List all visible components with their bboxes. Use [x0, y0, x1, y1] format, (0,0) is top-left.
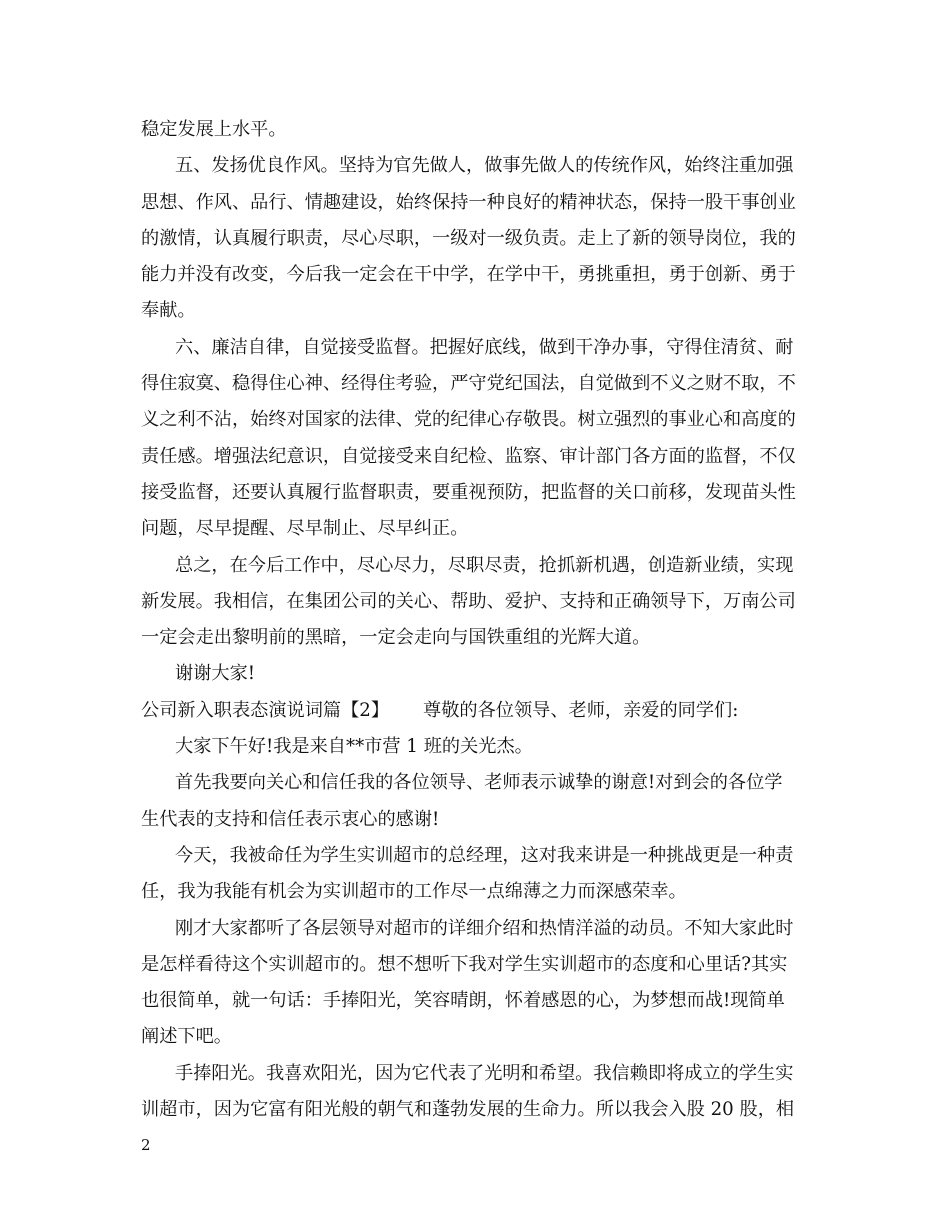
text-line: 生代表的支持和信任表示衷心的感谢!: [141, 808, 440, 830]
text-line: 新发展。我相信，在集团公司的关心、帮助、爱护、支持和正确领导下，万南公司: [141, 590, 796, 612]
text-line: 任，我为我能有机会为实训超市的工作尽一点绵薄之力而深感荣幸。: [141, 881, 687, 903]
text-line: 奉献。: [141, 300, 196, 322]
text-line: 训超市，因为它富有阳光般的朝气和蓬勃发展的生命力。所以我会入股 20 股，相: [141, 1099, 795, 1121]
text-line: 稳定发展上水平。: [141, 119, 287, 140]
text-line: 也很简单，就一句话：手捧阳光，笑容晴朗，怀着感恩的心，为梦想而战!现简单: [141, 990, 785, 1012]
text-line: 能力并没有改变，今后我一定会在干中学，在学中干，勇挑重担，勇于创新、勇于: [141, 264, 796, 286]
greeting-text: 尊敬的各位领导、老师，亲爱的同学们:: [423, 699, 739, 721]
text-line: 阐述下吧。: [141, 1026, 232, 1048]
text-line: 五、发扬优良作风。坚持为官先做人，做事先做人的传统作风，始终注重加强: [175, 155, 794, 177]
text-line: 总之，在今后工作中，尽心尽力，尽职尽责，抢抓新机遇，创造新业绩，实现: [175, 554, 794, 576]
text-line: 得住寂寞、稳得住心神、经得住考验，严守党纪国法，自觉做到不义之财不取，不: [141, 373, 796, 395]
paragraph-block-2: [141, 729, 811, 1128]
text-line: 义之利不沾，始终对国家的法律、党的纪律心存敬畏。树立强烈的事业心和高度的: [141, 409, 796, 431]
text-line: 首先我要向关心和信任我的各位领导、老师表示诚挚的谢意!对到会的各位学: [175, 772, 783, 794]
page-number: 2: [141, 1136, 151, 1154]
text-line: 一定会走出黎明前的黑暗，一定会走向与国铁重组的光辉大道。: [141, 627, 651, 649]
text-line: 六、廉洁自律，自觉接受监督。把握好底线，做到干净办事，守得住清贫、耐: [175, 336, 794, 358]
section-heading-line: [141, 693, 811, 729]
text-line: 手捧阳光。我喜欢阳光，因为它代表了光明和希望。我信赖即将成立的学生实: [175, 1062, 794, 1084]
section-title: 公司新入职表态演说词篇【2】: [141, 699, 390, 721]
text-line: 刚才大家都听了各层领导对超市的详细介绍和热情洋溢的动员。不知大家此时: [175, 917, 794, 939]
text-line: 谢谢大家!: [175, 663, 256, 685]
text-line: 接受监督，还要认真履行监督职责，要重视预防，把监督的关口前移，发现苗头性: [141, 481, 796, 503]
text-line: 今天，我被命任为学生实训超市的总经理，这对我来讲是一种挑战更是一种责: [175, 844, 794, 866]
paragraph-block-1: [141, 112, 811, 693]
text-line: 问题，尽早提醒、尽早制止、尽早纠正。: [141, 518, 469, 540]
text-line: 的激情，认真履行职责，尽心尽职，一级对一级负责。走上了新的领导岗位，我的: [141, 227, 796, 249]
text-line: 责任感。增强法纪意识，自觉接受来自纪检、监察、审计部门各方面的监督，不仅: [141, 445, 796, 467]
text-line: 思想、作风、品行、情趣建设，始终保持一种良好的精神状态，保持一股干事创业: [141, 191, 796, 213]
text-line: 是怎样看待这个实训超市的。想不想听下我对学生实训超市的态度和心里话?其实: [141, 953, 788, 975]
text-line: 大家下午好!我是来自**市营 1 班的关光杰。: [175, 736, 533, 758]
document-body: [141, 112, 811, 1128]
